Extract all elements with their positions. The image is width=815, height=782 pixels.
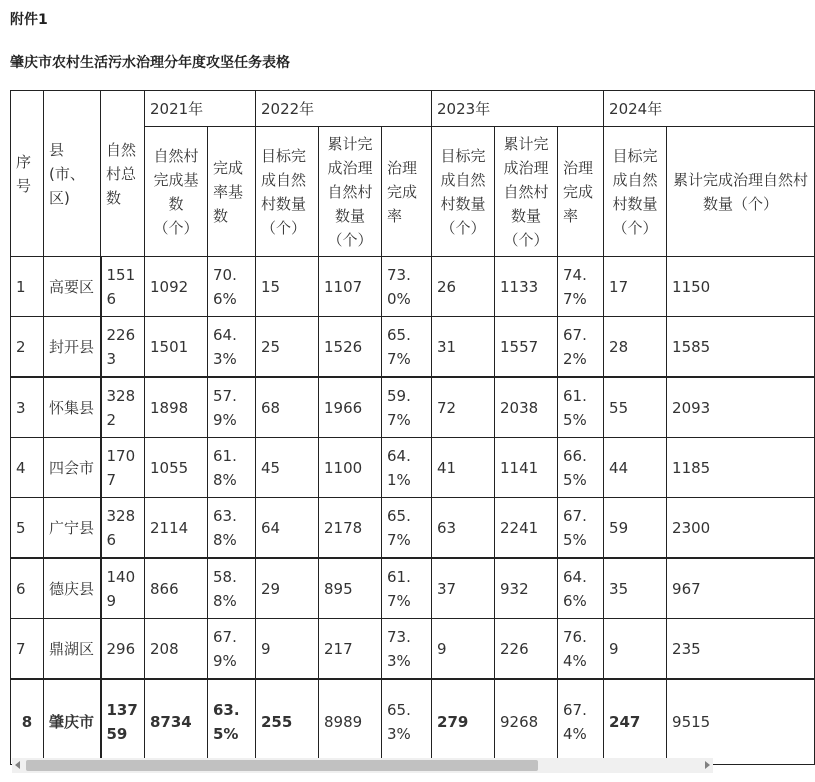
row-2023-cumulative: 226	[495, 619, 558, 680]
row-total-villages: 1707	[101, 438, 145, 498]
row-county: 四会市	[44, 438, 101, 498]
row-total-villages: 3282	[101, 377, 145, 438]
table-row	[11, 558, 815, 619]
row-2022-target: 9	[256, 619, 319, 680]
row-2024-target: 17	[604, 257, 667, 317]
row-county: 德庆县	[44, 558, 101, 619]
row-county: 怀集县	[44, 377, 101, 438]
row-total-villages: 13759	[101, 679, 145, 765]
header-county: 县(市、区)	[44, 91, 101, 257]
row-2021-rate: 63.5%	[208, 679, 256, 765]
row-2021-base: 2114	[145, 498, 208, 559]
row-2023-target: 72	[432, 377, 495, 438]
row-seq: 6	[11, 558, 44, 619]
row-2022-target: 255	[256, 679, 319, 765]
row-2021-base: 8734	[145, 679, 208, 765]
horizontal-scrollbar[interactable]	[12, 758, 713, 773]
header-2022-cumulative: 累计完成治理自然村数量（个）	[319, 127, 382, 257]
row-county: 鼎湖区	[44, 619, 101, 680]
row-seq: 7	[11, 619, 44, 680]
header-2023-target: 目标完成自然村数量（个）	[432, 127, 495, 257]
table-viewport[interactable]	[10, 90, 809, 758]
row-2022-rate: 61.7%	[382, 558, 432, 619]
table-row	[11, 438, 815, 498]
row-2023-rate: 67.5%	[558, 498, 604, 559]
header-2022-rate: 治理完成率	[382, 127, 432, 257]
row-total-villages: 1409	[101, 558, 145, 619]
row-seq: 1	[11, 257, 44, 317]
row-2021-rate: 63.8%	[208, 498, 256, 559]
row-2023-rate: 64.6%	[558, 558, 604, 619]
row-total-villages: 2263	[101, 317, 145, 378]
row-2023-rate: 61.5%	[558, 377, 604, 438]
row-2024-cumulative: 9515	[667, 679, 815, 765]
table-row	[11, 377, 815, 438]
row-2021-base: 1898	[145, 377, 208, 438]
row-2021-base: 208	[145, 619, 208, 680]
row-2024-target: 9	[604, 619, 667, 680]
header-year-2023: 2023年	[432, 91, 604, 127]
row-2024-cumulative: 1150	[667, 257, 815, 317]
row-seq: 3	[11, 377, 44, 438]
row-2022-rate: 65.7%	[382, 317, 432, 378]
row-2023-cumulative: 932	[495, 558, 558, 619]
document-title: 肇庆市农村生活污水治理分年度攻坚任务表格	[10, 55, 290, 71]
row-2024-cumulative: 235	[667, 619, 815, 680]
row-total-villages: 1516	[101, 257, 145, 317]
row-2023-target: 41	[432, 438, 495, 498]
row-2021-rate: 64.3%	[208, 317, 256, 378]
row-2023-cumulative: 1557	[495, 317, 558, 378]
row-2022-cumulative: 895	[319, 558, 382, 619]
row-2022-cumulative: 2178	[319, 498, 382, 559]
row-2024-target: 28	[604, 317, 667, 378]
header-2021-rate: 完成率基数	[208, 127, 256, 257]
scrollbar-thumb[interactable]	[26, 760, 538, 771]
table-row	[11, 257, 815, 317]
row-2023-rate: 66.5%	[558, 438, 604, 498]
row-2024-target: 247	[604, 679, 667, 765]
row-2022-cumulative: 1966	[319, 377, 382, 438]
row-2022-cumulative: 1107	[319, 257, 382, 317]
row-2024-target: 55	[604, 377, 667, 438]
row-2023-cumulative: 9268	[495, 679, 558, 765]
row-2023-rate: 67.4%	[558, 679, 604, 765]
header-2023-rate: 治理完成率	[558, 127, 604, 257]
row-2023-target: 31	[432, 317, 495, 378]
row-2022-rate: 64.1%	[382, 438, 432, 498]
row-county: 封开县	[44, 317, 101, 378]
row-2022-target: 25	[256, 317, 319, 378]
row-seq: 4	[11, 438, 44, 498]
row-2022-rate: 59.7%	[382, 377, 432, 438]
row-2024-target: 44	[604, 438, 667, 498]
header-2024-target: 目标完成自然村数量（个）	[604, 127, 667, 257]
task-table	[10, 90, 815, 765]
row-2022-target: 68	[256, 377, 319, 438]
row-2022-rate: 65.3%	[382, 679, 432, 765]
attachment-label: 附件1	[10, 12, 48, 28]
row-2023-cumulative: 2241	[495, 498, 558, 559]
header-total-villages: 自然村总数	[101, 91, 145, 257]
header-2021-base: 自然村完成基数（个）	[145, 127, 208, 257]
row-2021-base: 1092	[145, 257, 208, 317]
row-2022-target: 29	[256, 558, 319, 619]
row-2023-rate: 76.4%	[558, 619, 604, 680]
row-2023-target: 26	[432, 257, 495, 317]
scroll-right-arrow-icon[interactable]	[705, 761, 710, 769]
table-row	[11, 679, 815, 765]
row-county: 广宁县	[44, 498, 101, 559]
row-2023-target: 9	[432, 619, 495, 680]
row-2023-cumulative: 1141	[495, 438, 558, 498]
row-2023-target: 63	[432, 498, 495, 559]
row-2022-target: 45	[256, 438, 319, 498]
row-2022-cumulative: 8989	[319, 679, 382, 765]
row-seq: 5	[11, 498, 44, 559]
row-2022-target: 64	[256, 498, 319, 559]
row-2022-rate: 65.7%	[382, 498, 432, 559]
row-2024-cumulative: 2300	[667, 498, 815, 559]
row-2024-cumulative: 967	[667, 558, 815, 619]
row-total-villages: 3286	[101, 498, 145, 559]
row-2023-rate: 67.2%	[558, 317, 604, 378]
row-county: 肇庆市	[44, 679, 101, 765]
header-row-years	[11, 91, 815, 127]
table-row	[11, 619, 815, 680]
row-2021-base: 866	[145, 558, 208, 619]
row-county: 高要区	[44, 257, 101, 317]
row-2022-rate: 73.0%	[382, 257, 432, 317]
header-seq: 序号	[11, 91, 44, 257]
row-2024-target: 59	[604, 498, 667, 559]
row-2023-target: 37	[432, 558, 495, 619]
row-2022-rate: 73.3%	[382, 619, 432, 680]
row-2024-cumulative: 1585	[667, 317, 815, 378]
row-2021-rate: 57.9%	[208, 377, 256, 438]
row-2021-rate: 58.8%	[208, 558, 256, 619]
table-row	[11, 317, 815, 378]
row-2022-target: 15	[256, 257, 319, 317]
header-2022-target: 目标完成自然村数量（个）	[256, 127, 319, 257]
row-2021-base: 1501	[145, 317, 208, 378]
header-2024-cumulative: 累计完成治理自然村数量（个）	[667, 127, 815, 257]
row-2021-base: 1055	[145, 438, 208, 498]
row-2024-cumulative: 1185	[667, 438, 815, 498]
header-year-2022: 2022年	[256, 91, 432, 127]
row-2022-cumulative: 1100	[319, 438, 382, 498]
row-2021-rate: 67.9%	[208, 619, 256, 680]
row-2023-rate: 74.7%	[558, 257, 604, 317]
row-seq: 2	[11, 317, 44, 378]
table-row	[11, 498, 815, 559]
row-2022-cumulative: 217	[319, 619, 382, 680]
row-2022-cumulative: 1526	[319, 317, 382, 378]
header-year-2024: 2024年	[604, 91, 815, 127]
row-2023-cumulative: 2038	[495, 377, 558, 438]
row-seq: 8	[11, 679, 44, 765]
row-2024-target: 35	[604, 558, 667, 619]
row-total-villages: 296	[101, 619, 145, 680]
row-2021-rate: 70.6%	[208, 257, 256, 317]
header-2023-cumulative: 累计完成治理自然村数量（个）	[495, 127, 558, 257]
row-2023-cumulative: 1133	[495, 257, 558, 317]
row-2021-rate: 61.8%	[208, 438, 256, 498]
row-2023-target: 279	[432, 679, 495, 765]
header-year-2021: 2021年	[145, 91, 256, 127]
row-2024-cumulative: 2093	[667, 377, 815, 438]
scroll-left-arrow-icon[interactable]	[15, 761, 20, 769]
